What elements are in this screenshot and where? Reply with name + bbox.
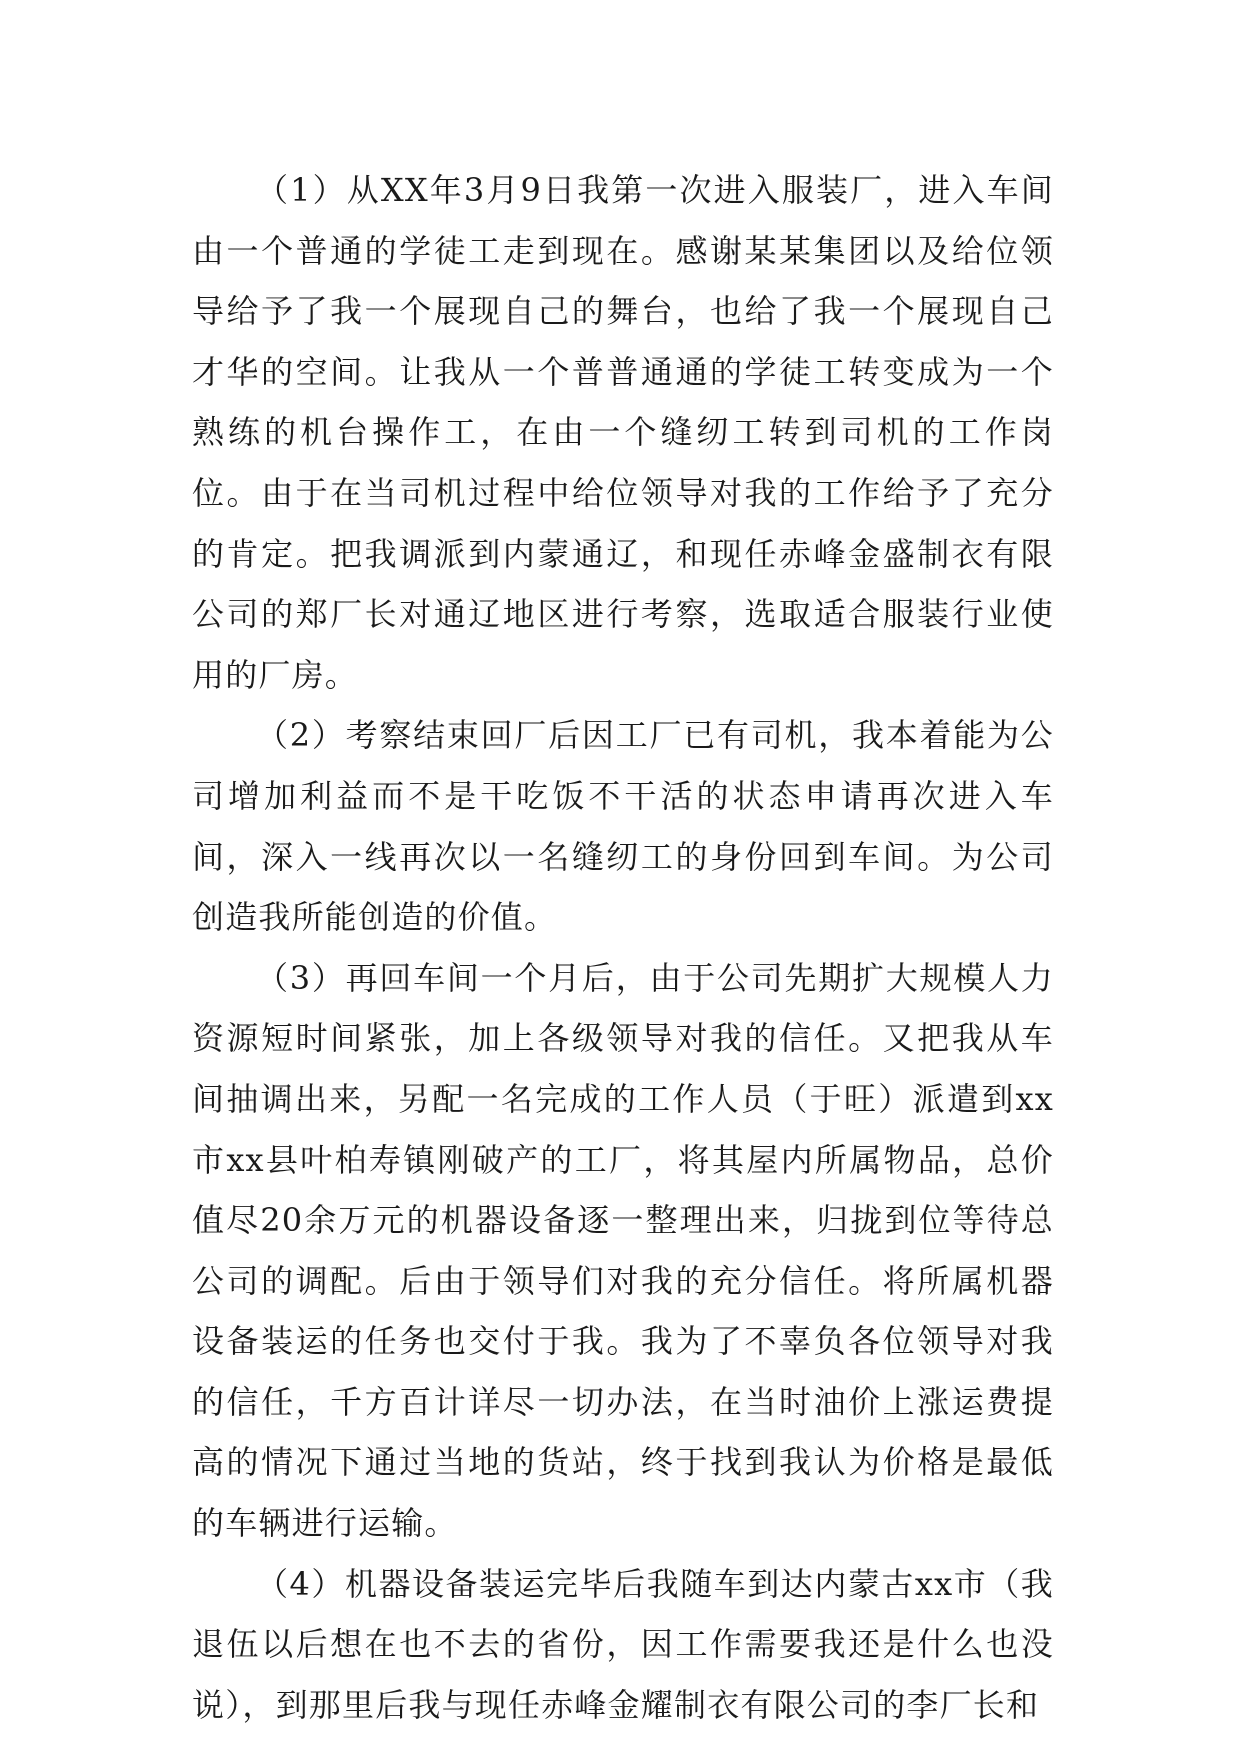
paragraph-4: （4）机器设备装运完毕后我随车到达内蒙古xx市（我退伍以后想在也不去的省份，因工作需要我还是什么也没说），到那里后我与现任赤峰金耀制衣有限公司的李厂长和: [192, 1564, 1054, 1724]
paragraph-3: （3）再回车间一个月后，由于公司先期扩大规模人力资源短时间紧张，加上各级领导对我的信任。又把我从车间抽调出来，另配一名完成的工作人员（于旺）派遣到xx市xx县叶柏寿镇刚破产的工厂，将其屋内所属物品，总价值尽20余万元的机器设备逐一整理出来，归拢到位等待总公司的调配。后由于领导们对我的充分信任。将所属机器设备装运的任务也交付于我。我为了不辜负各位领导对我的信任，千方百计详尽一切办法，在当时油价上涨运费提高的情况下通过当地的货站，终于找到我认为价格是最低的车辆进行运输。: [192, 958, 1054, 1543]
document-body: [192, 160, 1054, 1735]
paragraph-1: （1）从XX年3月9日我第一次进入服装厂，进入车间由一个普通的学徒工走到现在。感谢某某集团以及给位领导给予了我一个展现自己的舞台，也给了我一个展现自己才华的空间。让我从一个普普通通的学徒工转变成为一个熟练的机台操作工，在由一个缝纫工转到司机的工作岗位。由于在当司机过程中给位领导对我的工作给予了充分的肯定。把我调派到内蒙通辽，和现任赤峰金盛制衣有限公司的郑厂长对通辽地区进行考察，选取适合服装行业使用的厂房。: [192, 171, 1054, 694]
paragraph-2: （2）考察结束回厂后因工厂已有司机，我本着能为公司增加利益而不是干吃饭不干活的状态申请再次进入车间，深入一线再次以一名缝纫工的身份回到车间。为公司创造我所能创造的价值。: [192, 716, 1054, 937]
